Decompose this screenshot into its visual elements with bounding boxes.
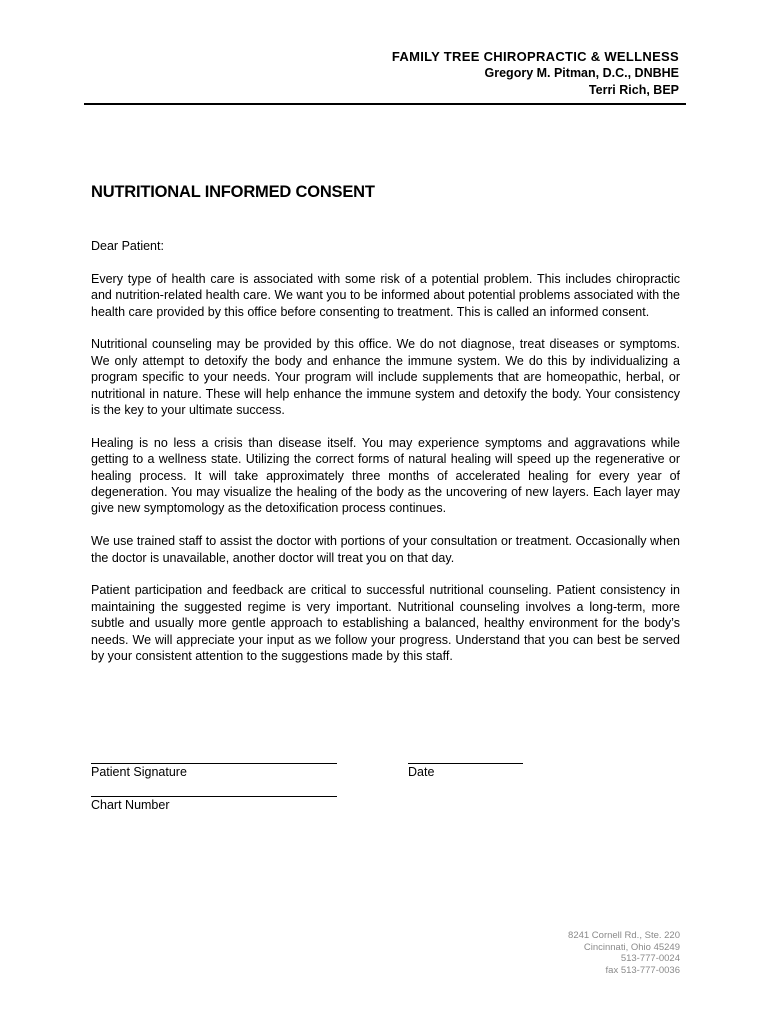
letterhead	[392, 48, 679, 99]
address-fax: fax 513-777-0036	[605, 964, 680, 976]
letter-body	[91, 238, 680, 681]
patient-signature-line[interactable]	[91, 763, 337, 764]
paragraph-risk: Every type of health care is associated with some risk of a potential problem. This includes chiropractic and nutrition-related health care. We want you to be informed about potential problems associated with the health care provided by this office before consenting to treatment. This is called an informed consent.	[91, 271, 681, 319]
paragraph-healing: Healing is no less a crisis than disease itself. You may experience symptoms and aggravations while getting to a wellness state. Utilizing the correct forms of natural healing will speed up the regenerative or healing process. It will take approximately three months of accelerated healing for every year of degeneration. You may visualize the healing of the body as the uncovering of new layers. Each layer may give new symptomology as the detoxification process continues.	[91, 435, 680, 516]
date-label: Date	[408, 765, 435, 779]
chart-number-label: Chart Number	[91, 798, 170, 812]
address-street: 8241 Cornell Rd., Ste. 220	[568, 930, 680, 941]
patient-signature-label: Patient Signature	[91, 765, 187, 779]
paragraph-participation: Patient participation and feedback are critical to successful nutritional counseling. Patient consistency in maintaining the suggested regime is very important. Nutritional counseling involves a long-term, more subtle and usually more gentle approach to establishing a balanced, healthy environment for the body’s needs. We will appreciate your input as we follow your progress. Understand that you can best be served by your consistent attention to the suggestions made by this staff.	[91, 583, 680, 664]
address-city: Cincinnati, Ohio 45249	[583, 941, 680, 953]
staff-name: Terri Rich, BEP	[588, 83, 679, 97]
date-line[interactable]	[408, 763, 523, 764]
practice-name: FAMILY TREE CHIROPRACTIC & WELLNESS	[391, 49, 679, 64]
address-phone: 513-777-0024	[620, 953, 680, 964]
document-title: NUTRITIONAL INFORMED CONSENT	[91, 183, 375, 201]
footer-address	[568, 930, 680, 976]
header-divider	[84, 103, 686, 105]
doctor-name: Gregory M. Pitman, D.C., DNBHE	[484, 66, 679, 80]
paragraph-nutritional-counseling: Nutritional counseling may be provided by this office. We do not diagnose, treat diseases or symptoms. We only attempt to detoxify the body and enhance the immune system. We do this by individualizing a program specific to your needs. Your program will include supplements that are homeopathic, herbal, or nutritional in nature. These will help enhance the immune system and detoxify the body. Your consistency is the key to your ultimate success.	[91, 337, 680, 418]
chart-number-line[interactable]	[91, 796, 337, 797]
salutation: Dear Patient:	[91, 239, 164, 253]
paragraph-staff: We use trained staff to assist the doctor with portions of your consultation or treatment. Occasionally when the doctor is unavailable, another doctor will treat you on that day.	[91, 534, 680, 565]
